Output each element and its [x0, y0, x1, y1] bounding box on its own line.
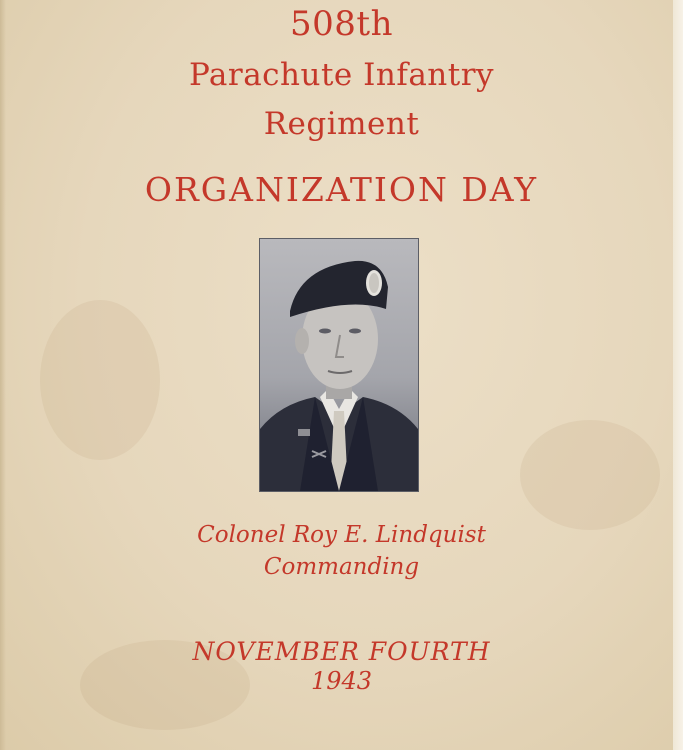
- unit-type: Parachute Infantry: [188, 57, 495, 93]
- paper-stain: [40, 300, 160, 460]
- portrait-illustration: [260, 239, 418, 491]
- unit-number: 508th: [290, 4, 393, 44]
- event-date: NOVEMBER FOURTH: [192, 637, 491, 666]
- unit-branch: Regiment: [263, 106, 420, 142]
- commander-name: Colonel Roy E. Lindquist: [197, 522, 486, 548]
- paper-stain: [520, 420, 660, 530]
- event-year: 1943: [310, 667, 373, 695]
- commander-portrait: [259, 238, 419, 492]
- event-title: ORGANIZATION DAY: [144, 170, 539, 209]
- commander-role: Commanding: [263, 554, 420, 580]
